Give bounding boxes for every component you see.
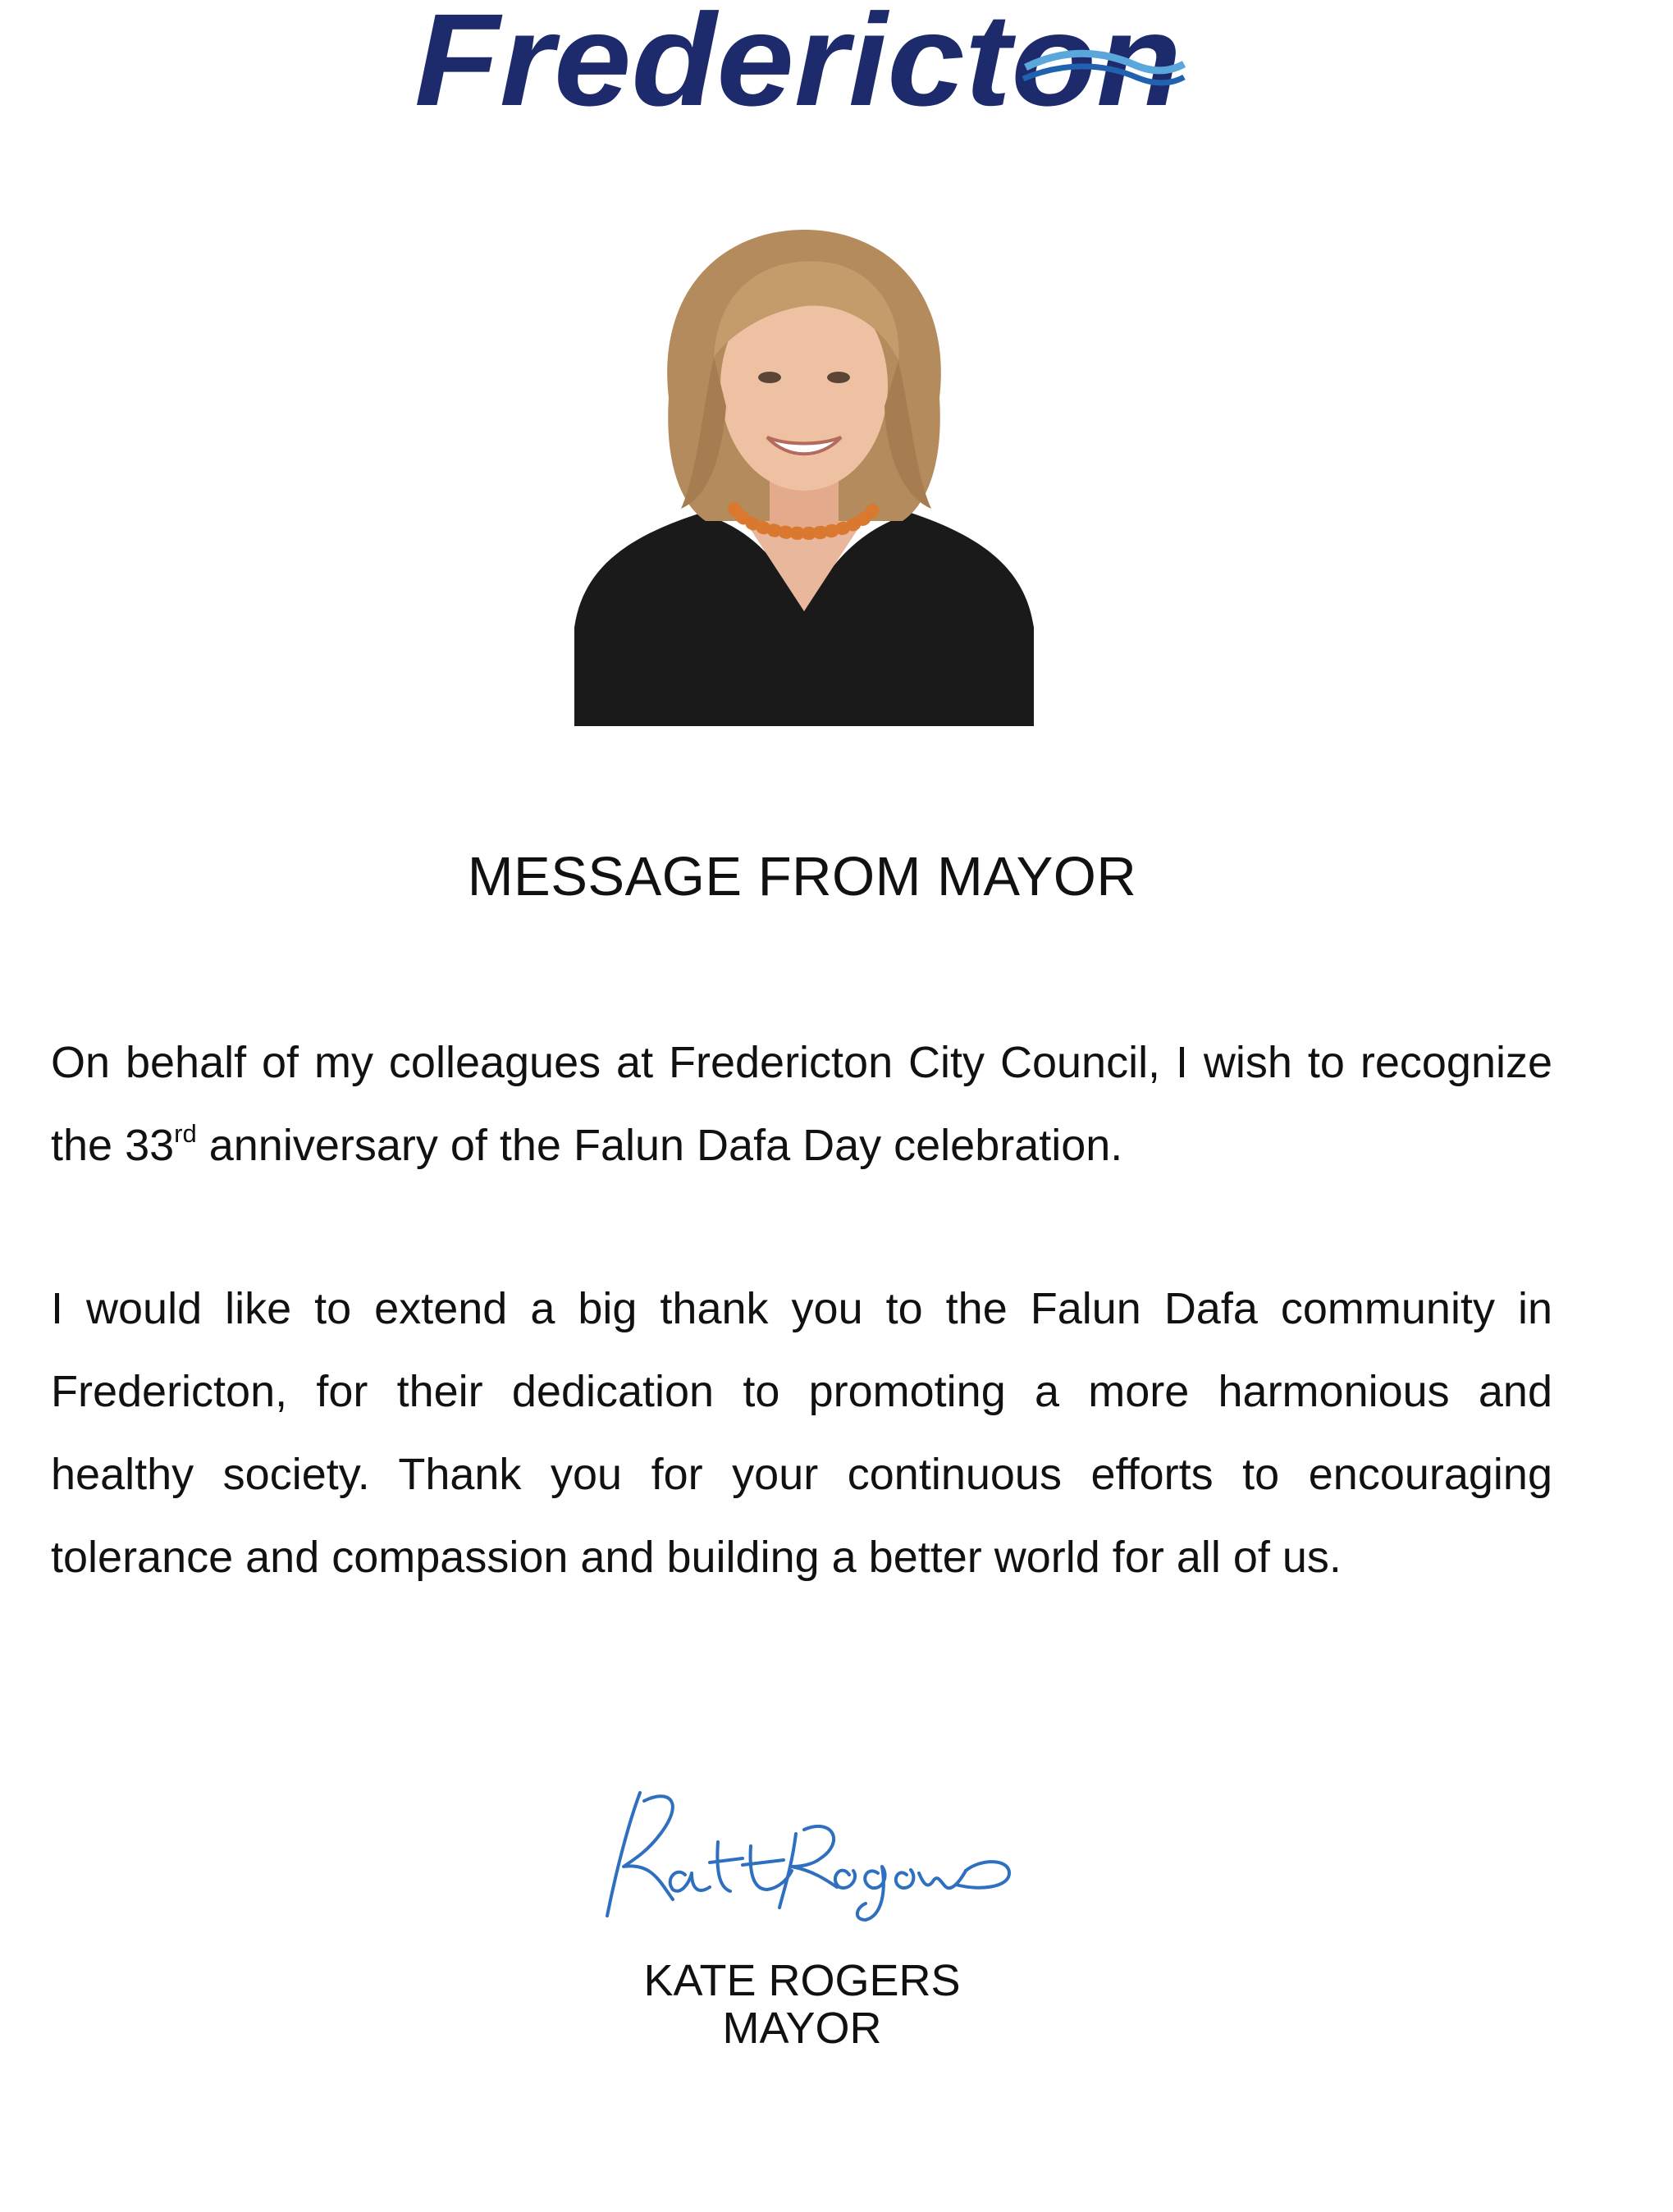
portrait-graphic	[558, 226, 1050, 726]
mayor-portrait-photo	[558, 226, 1050, 726]
logo-wordmark-graphic	[414, 0, 1186, 115]
signer-name: KATE ROGERS	[643, 1956, 961, 2005]
svg-text:Fredericton: Fredericton	[414, 0, 1182, 115]
fredericton-logo	[414, 0, 1186, 115]
paragraph-recognition	[51, 1021, 1552, 1187]
message-heading: MESSAGE FROM MAYOR	[467, 846, 1137, 907]
handwritten-signature	[595, 1785, 1013, 1928]
signer-title: MAYOR	[722, 2004, 882, 2053]
paragraph-recognition-text: On behalf of my colleagues at Fredericton City Council, I wish to recognize the 33	[51, 1038, 1552, 1170]
paragraph-recognition-text-end: anniversary of the Falun Dafa Day celebration.	[196, 1121, 1123, 1170]
ordinal-suffix: rd	[174, 1119, 197, 1148]
paragraph-thanks: I would like to extend a big thank you to the Falun Dafa community in Fredericton, for their dedication to promoting a more harmonious and healthy society. Thank you for your continuous efforts to encouraging tolerance and compassion and building a better world for all of us.	[51, 1284, 1552, 1582]
signature-graphic	[595, 1785, 1013, 1928]
